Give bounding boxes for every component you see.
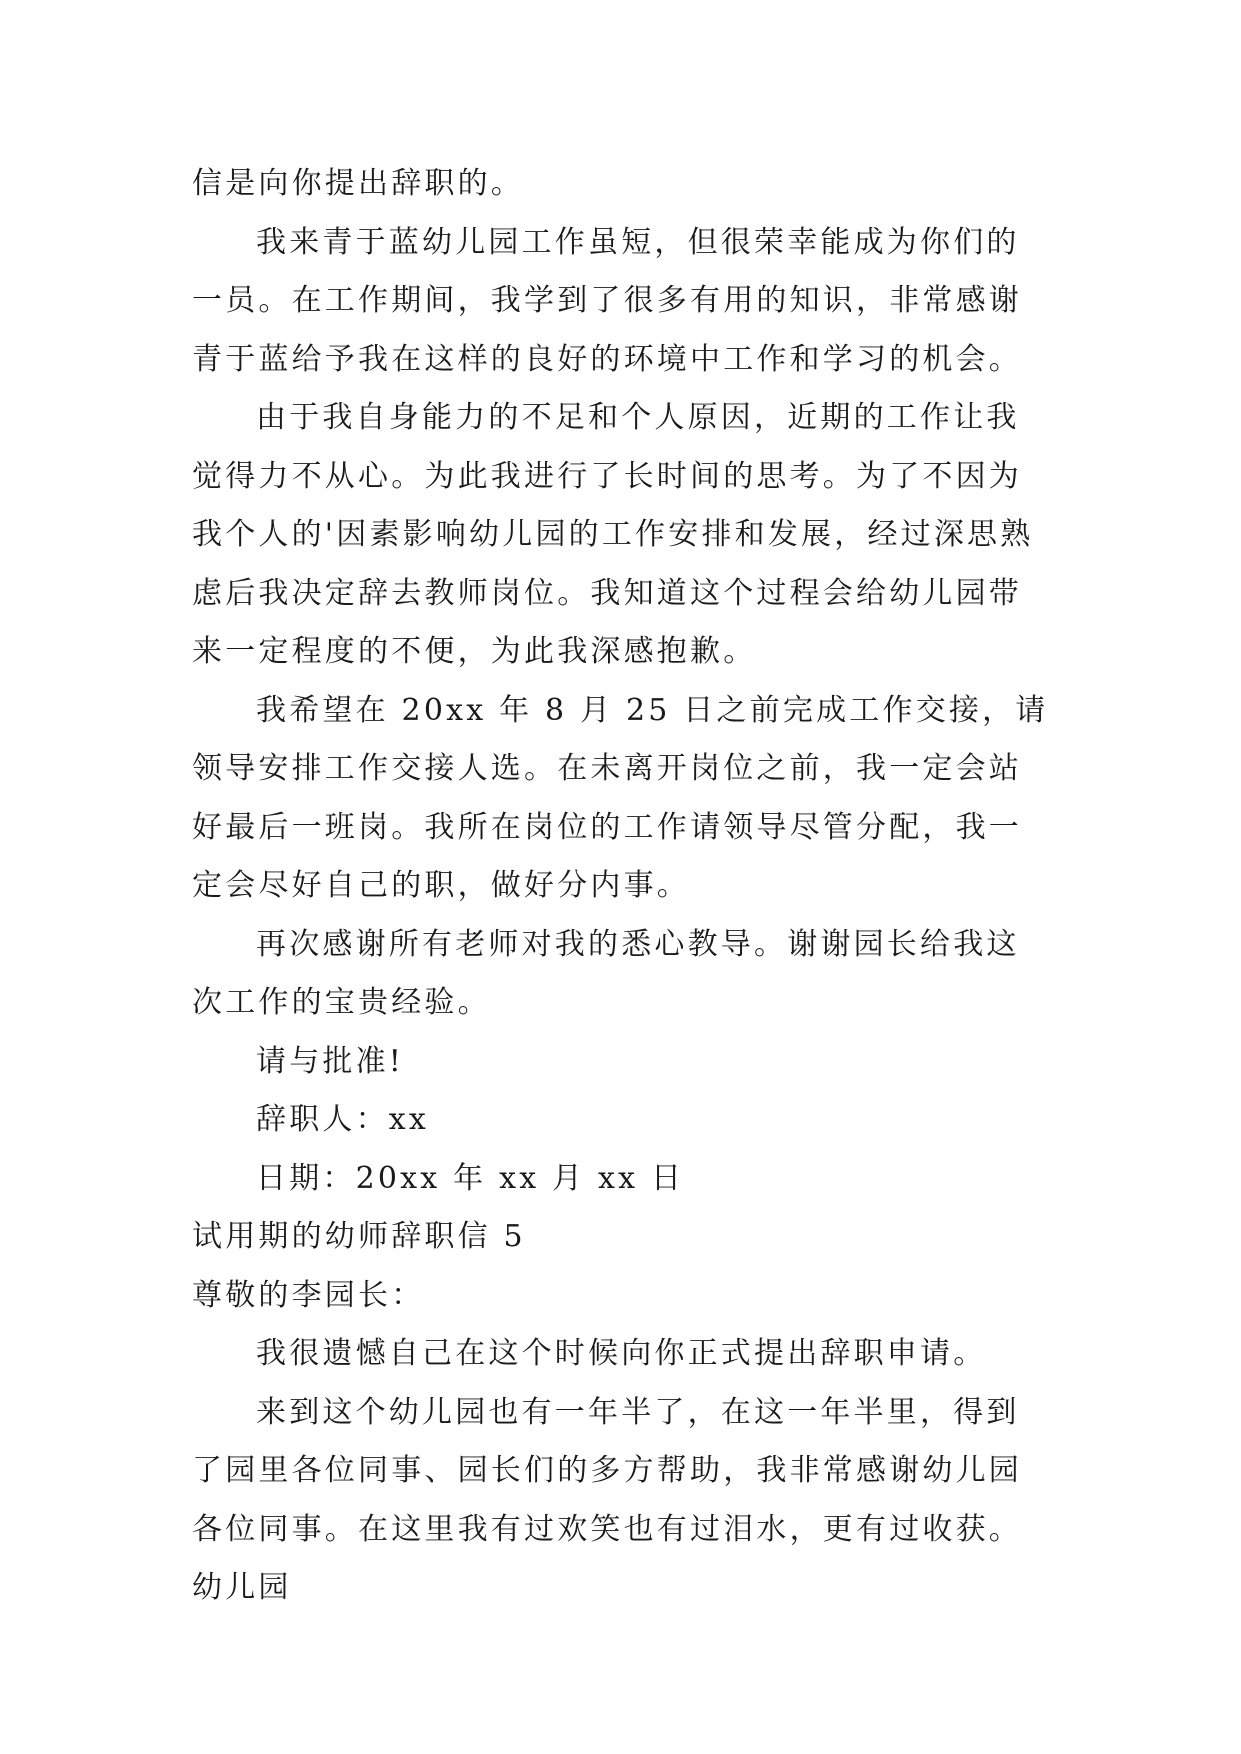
salutation: 尊敬的李园长：: [192, 1277, 425, 1313]
section-title: 试用期的幼师辞职信 5: [192, 1219, 526, 1254]
document-body: [192, 155, 1052, 1618]
paragraph-opening: 我很遗憾自己在这个时候向你正式提出辞职申请。: [256, 1336, 987, 1371]
paragraph-reason: 由于我自身能力的不足和个人原因，近期的工作让我觉得力不从心。为此我进行了长时间的思考。为了不因为我个人的'因素影响幼儿园的工作安排和发展，经过深思熟虑后我决定辞去教师岗位。我知道这个过程会给幼儿园带来一定程度的不便，为此我深感抱歉。: [192, 400, 1034, 669]
paragraph-experience: 来到这个幼儿园也有一年半了，在这一年半里，得到了园里各位同事、园长们的多方帮助，我非常感谢幼儿园各位同事。在这里我有过欢笑也有过泪水，更有过收获。幼儿园: [192, 1394, 1022, 1605]
paragraph-continuation: 信是向你提出辞职的。: [192, 166, 524, 201]
paragraph-gratitude: 我来青于蓝幼儿园工作虽短，但很荣幸能成为你们的一员。在工作期间，我学到了很多有用的知识，非常感谢青于蓝给予我在这样的良好的环境中工作和学习的机会。: [192, 224, 1022, 377]
paragraph-thanks: 再次感谢所有老师对我的悉心教导。谢谢园长给我这次工作的宝贵经验。: [192, 926, 1020, 1020]
signature-name: 辞职人：xx: [256, 1102, 430, 1137]
signature-date: 日期：20xx 年 xx 月 xx 日: [256, 1160, 685, 1196]
closing-request: 请与批准!: [256, 1043, 405, 1079]
paragraph-handover: 我希望在 20xx 年 8 月 25 日之前完成工作交接，请领导安排工作交接人选。在未离开岗位之前，我一定会站好最后一班岗。我所在岗位的工作请领导尽管分配，我一定会尽好自己的职，做好分内事。: [192, 692, 1049, 903]
